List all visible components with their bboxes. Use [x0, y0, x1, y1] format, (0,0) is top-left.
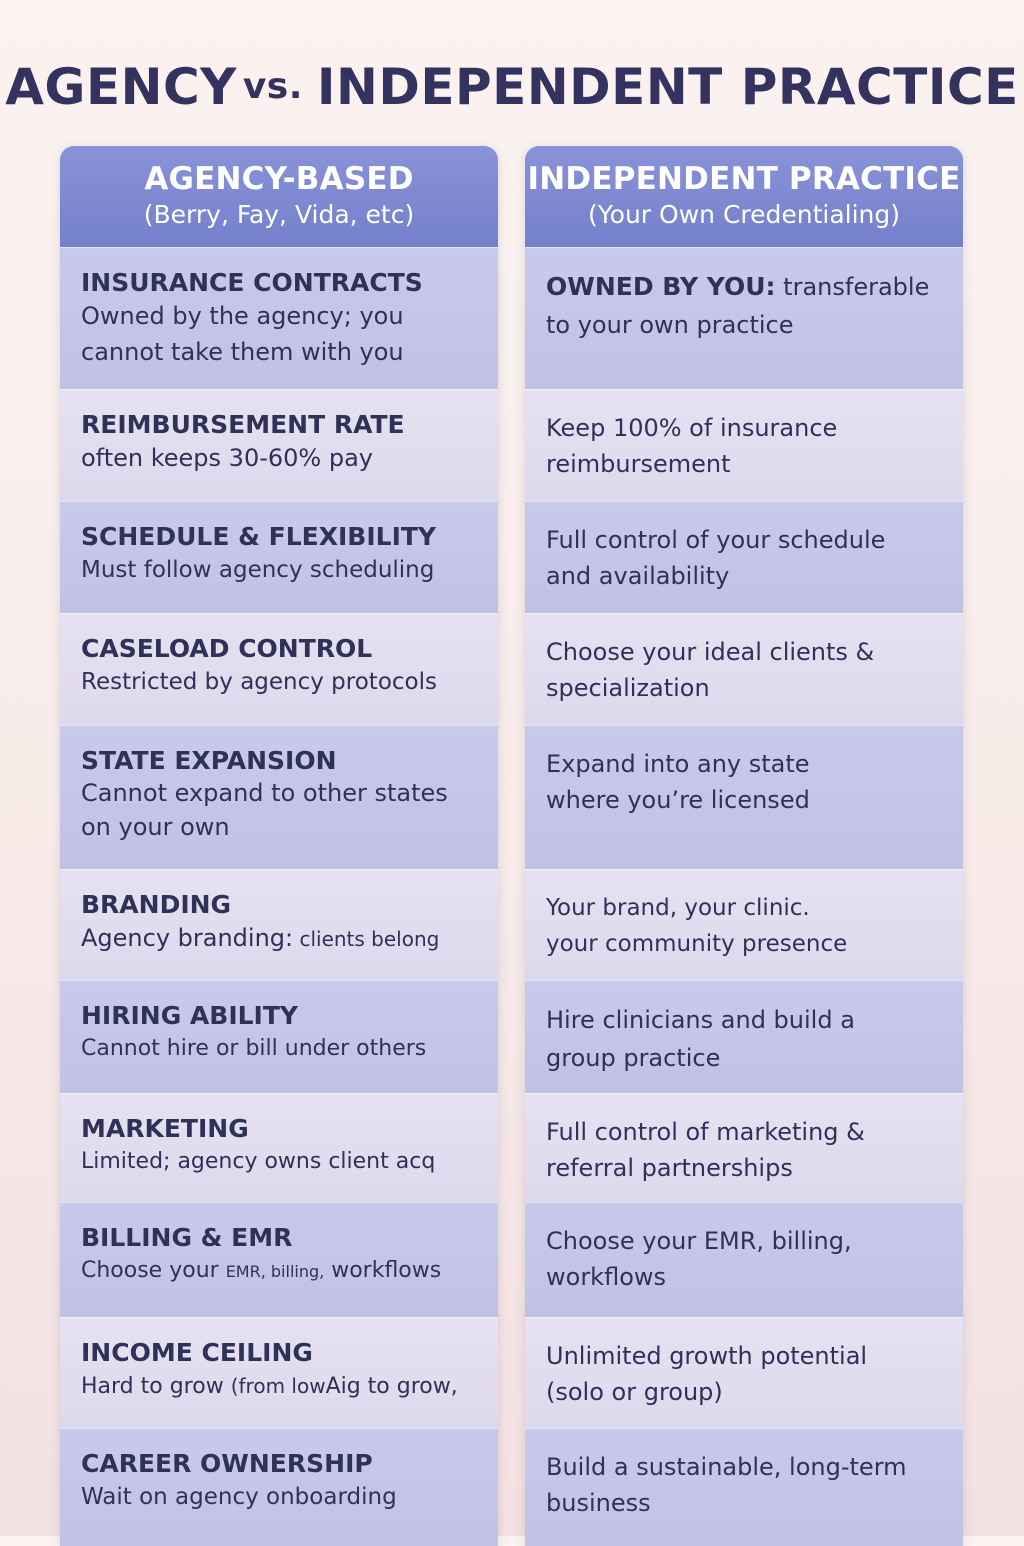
title-agency: AGENCY: [5, 58, 237, 116]
row-text: [81, 1368, 486, 1405]
title-independent: INDEPENDENT PRACTICE: [316, 58, 1019, 116]
agency-row-career-ownership: [60, 1428, 498, 1546]
row-label: INCOME CEILING: [81, 1338, 313, 1367]
agency-header-subtitle: (Berry, Fay, Vida, etc): [143, 200, 415, 229]
row-text: Choose your ideal clients & specialization: [546, 638, 875, 702]
agency-header-title: AGENCY-BASED: [144, 161, 414, 197]
row-text-part: your community presence: [546, 931, 848, 957]
independent-column-header: [525, 146, 963, 247]
row-text: Cannot expand to other states on your own: [81, 779, 448, 841]
agency-row-insurance-contracts: [60, 247, 498, 389]
row-text: Expand into any state where you’re licensed: [546, 750, 810, 814]
row-text-part: workflows: [324, 1258, 442, 1283]
row-text: Hire clinicians and build a group practice: [546, 1006, 855, 1072]
row-text-part: Choose your: [81, 1258, 226, 1283]
row-label: SCHEDULE & FLEXIBILITY: [81, 522, 437, 551]
row-text-part: Aig to grow,: [325, 1374, 458, 1399]
row-label: BILLING & EMR: [81, 1223, 293, 1252]
row-label: REIMBURSEMENT RATE: [81, 410, 405, 439]
row-text-part: Your brand, your clinic.: [546, 895, 810, 921]
row-text: Full control of your schedule and availability: [546, 526, 886, 590]
row-label: CASELOAD CONTROL: [81, 634, 373, 663]
agency-row-reimbursement-rate: [60, 389, 498, 501]
row-text: Build a sustainable, long-term business: [546, 1453, 907, 1517]
independent-row-billing-emr: [525, 1202, 963, 1317]
row-text: [546, 890, 951, 962]
independent-row-hiring-ability: [525, 980, 963, 1093]
independent-row-schedule-flexibility: [525, 501, 963, 613]
row-label: HIRING ABILITY: [81, 1001, 299, 1030]
row-text-part: EMR, billing,: [225, 1262, 325, 1281]
independent-row-reimbursement-rate: [525, 389, 963, 501]
row-text: Keep 100% of insurance reimbursement: [546, 414, 838, 478]
row-text-part: clients belong: [293, 927, 440, 951]
agency-row-hiring-ability: [60, 980, 498, 1093]
independent-row-state-expansion: [525, 725, 963, 869]
row-text: [81, 920, 486, 957]
row-text-part: (from low: [230, 1374, 326, 1398]
independent-header-subtitle: (Your Own Credentialing): [587, 200, 901, 229]
row-text: Restricted by agency protocols: [81, 669, 437, 695]
row-label: BRANDING: [81, 890, 232, 919]
row-label: STATE EXPANSION: [81, 746, 337, 775]
independent-row-marketing: [525, 1093, 963, 1202]
independent-row-caseload-control: [525, 613, 963, 725]
agency-row-caseload-control: [60, 613, 498, 725]
row-text: Full control of marketing & referral partnerships: [546, 1118, 865, 1182]
row-text: [81, 1253, 486, 1290]
agency-row-marketing: [60, 1093, 498, 1202]
agency-row-branding: [60, 869, 498, 980]
row-label: CAREER OWNERSHIP: [81, 1449, 373, 1478]
row-lead: OWNED BY YOU:: [546, 272, 776, 301]
agency-row-state-expansion: [60, 725, 498, 869]
independent-header-title: INDEPENDENT PRACTICE: [527, 161, 961, 197]
row-text: Unlimited growth potential (solo or group): [546, 1342, 868, 1406]
row-text: Owned by the agency; you cannot take them with you: [81, 302, 404, 366]
row-text: Wait on agency onboarding: [81, 1484, 397, 1510]
page-title: [0, 58, 1024, 116]
row-text: Cannot hire or bill under others: [81, 1036, 427, 1061]
independent-column: [525, 146, 963, 1546]
row-label: MARKETING: [81, 1114, 249, 1143]
independent-row-career-ownership: [525, 1428, 963, 1546]
agency-row-billing-emr: [60, 1202, 498, 1317]
row-text: Must follow agency scheduling: [81, 557, 435, 583]
row-text: often keeps 30-60% pay: [81, 444, 373, 472]
row-text: Limited; agency owns client acq: [81, 1149, 436, 1174]
row-text-part: to your own practice: [546, 311, 794, 339]
independent-row-income-ceiling: [525, 1317, 963, 1428]
agency-row-schedule-flexibility: [60, 501, 498, 613]
row-text: [546, 268, 951, 344]
independent-row-branding: [525, 869, 963, 980]
agency-row-income-ceiling: [60, 1317, 498, 1428]
row-text-part: Agency branding:: [81, 924, 294, 952]
title-vs: vs.: [242, 66, 303, 107]
row-text-part: transferable: [775, 273, 930, 301]
row-label: INSURANCE CONTRACTS: [81, 268, 423, 297]
agency-column-header: [60, 146, 498, 247]
independent-row-insurance-contracts: [525, 247, 963, 389]
agency-column: [60, 146, 498, 1546]
row-text-part: Hard to grow: [81, 1374, 231, 1399]
row-text: Choose your EMR, billing, workflows: [546, 1227, 852, 1291]
